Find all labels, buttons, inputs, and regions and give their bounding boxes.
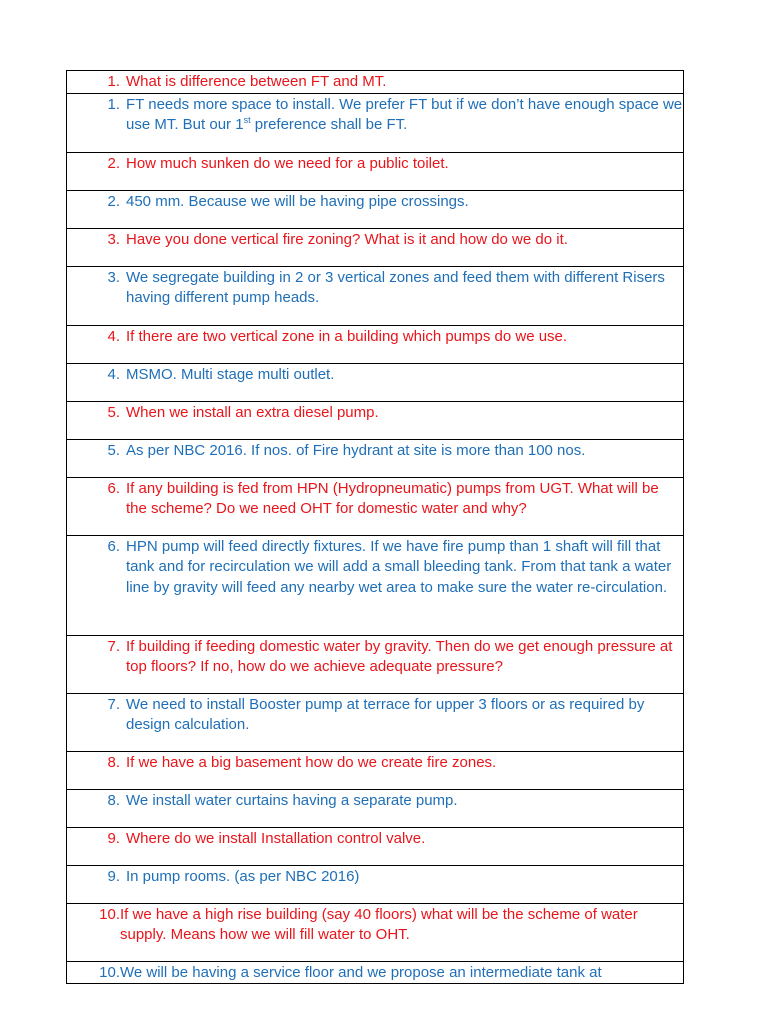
row-number: 7. — [107, 637, 120, 655]
question-row-6 — [67, 477, 684, 535]
question-row-10 — [67, 903, 684, 961]
row-number: 6. — [107, 479, 120, 497]
qa-table — [66, 70, 684, 984]
answer-text: MSMO. Multi stage multi outlet. — [126, 365, 335, 383]
question-text: If there are two vertical zone in a building which pumps do we use. — [126, 327, 568, 345]
row-number: 9. — [107, 829, 120, 847]
question-row-8 — [67, 751, 684, 789]
row-number: 4. — [107, 327, 120, 345]
row-number: 2. — [107, 154, 120, 172]
row-number: 10. — [99, 963, 120, 981]
answer-row-6 — [67, 535, 684, 635]
answer-text: 450 mm. Because we will be having pipe crossings. — [126, 192, 469, 210]
answer-row-8 — [67, 789, 684, 827]
question-row-7 — [67, 635, 684, 693]
row-number: 5. — [107, 441, 120, 459]
answer-row-3 — [67, 266, 684, 325]
answer-text: In pump rooms. (as per NBC 2016) — [126, 867, 360, 885]
answer-text: We segregate building in 2 or 3 vertical zones and feed them with different Risers having different pump heads. — [126, 268, 665, 306]
row-number: 3. — [107, 268, 120, 286]
question-text: Have you done vertical fire zoning? What is it and how do we do it. — [126, 230, 568, 248]
question-text: What is difference between FT and MT. — [126, 73, 387, 90]
answer-row-7 — [67, 693, 684, 751]
row-number: 3. — [107, 230, 120, 248]
question-text: If any building is fed from HPN (Hydropneumatic) pumps from UGT. What will be the scheme? Do we need OHT for domestic water and why? — [126, 479, 659, 517]
row-number: 8. — [107, 753, 120, 771]
answer-row-10 — [67, 961, 684, 984]
answer-row-4 — [67, 363, 684, 401]
question-text: If we have a high rise building (say 40 floors) what will be the scheme of water supply. Means how we will fill water to OHT. — [120, 905, 638, 943]
row-number: 1. — [107, 95, 120, 113]
answer-text: HPN pump will feed directly fixtures. If we have fire pump than 1 shaft will fill that tank and for recirculation we will add a small bleeding tank. From that tank a water line by gravity will feed any nearby wet area to make sure the water re-circulation. — [126, 537, 672, 596]
answer-row-9 — [67, 865, 684, 903]
row-number: 8. — [107, 791, 120, 809]
row-number: 9. — [107, 867, 120, 885]
row-number: 6. — [107, 537, 120, 555]
row-number: 1. — [107, 73, 120, 90]
answer-row-5 — [67, 439, 684, 477]
row-number: 10. — [99, 905, 120, 923]
question-row-1 — [67, 71, 684, 94]
answer-text: We install water curtains having a separate pump. — [126, 791, 458, 809]
answer-row-1 — [67, 93, 684, 152]
answer-text: We will be having a service floor and we propose an intermediate tank at — [120, 963, 602, 981]
row-number: 5. — [107, 403, 120, 421]
row-number: 2. — [107, 192, 120, 210]
question-text: When we install an extra diesel pump. — [126, 403, 379, 421]
question-text: Where do we install Installation control valve. — [126, 829, 426, 847]
answer-text: FT needs more space to install. We prefer FT but if we don’t have enough space we use MT. But our 1st preference shall be FT. — [126, 95, 683, 133]
question-row-3 — [67, 228, 684, 266]
answer-row-2 — [67, 190, 684, 228]
question-text: How much sunken do we need for a public toilet. — [126, 154, 449, 172]
question-row-5 — [67, 401, 684, 439]
question-row-2 — [67, 152, 684, 190]
question-text: If we have a big basement how do we create fire zones. — [126, 753, 497, 771]
question-row-4 — [67, 325, 684, 363]
row-number: 7. — [107, 695, 120, 713]
answer-text: As per NBC 2016. If nos. of Fire hydrant at site is more than 100 nos. — [126, 441, 586, 459]
answer-text: We need to install Booster pump at terrace for upper 3 floors or as required by design calculation. — [126, 695, 645, 733]
row-number: 4. — [107, 365, 120, 383]
question-text: If building if feeding domestic water by gravity. Then do we get enough pressure at top floors? If no, how do we achieve adequate pressure? — [126, 637, 673, 675]
question-row-9 — [67, 827, 684, 865]
